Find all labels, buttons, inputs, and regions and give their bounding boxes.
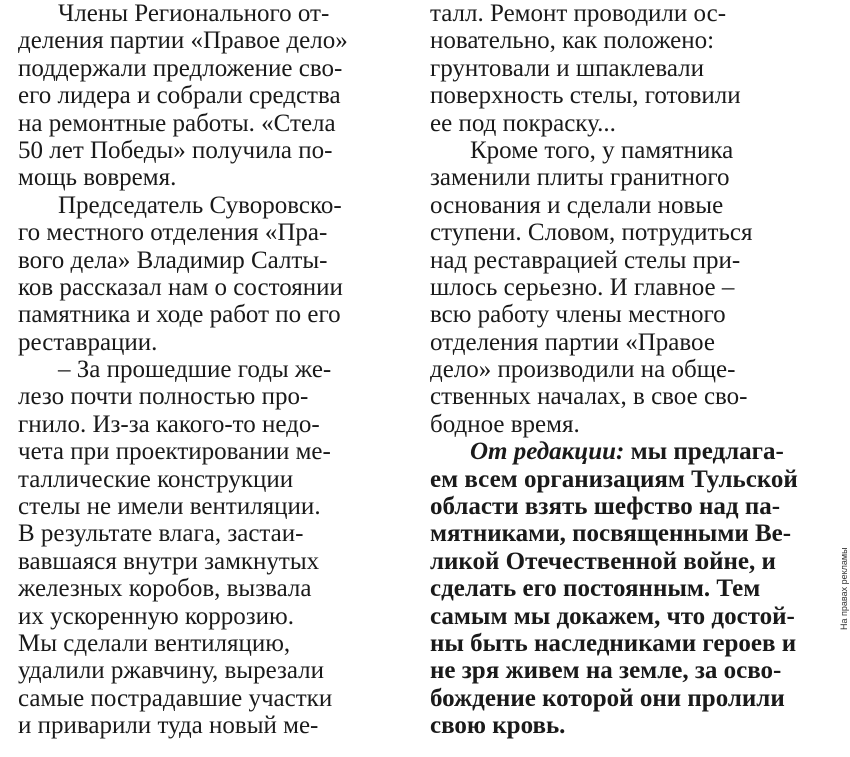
advertising-credit: На правах рекламы: [839, 547, 849, 630]
text-line: го местного отделения «Пра-: [18, 219, 328, 247]
text-line: на ремонтные работы. «Стела: [18, 109, 336, 137]
text-line: чета при проектировании ме-: [18, 438, 331, 466]
text-line: ков рассказал нам о состоянии: [18, 273, 343, 301]
article-right-column: [430, 0, 832, 740]
text-line: – За прошедшие годы же-: [58, 356, 332, 384]
text-line: мощь вовремя.: [18, 164, 177, 192]
text-line: стелы не имели вентиляции.: [18, 493, 321, 521]
editorial-line: свою кровь.: [430, 712, 566, 740]
text-line: его лидера и собрали средства: [18, 82, 341, 110]
editorial-line: бождение которой они пролили: [430, 684, 785, 712]
text-line: ступени. Словом, потрудиться: [430, 219, 753, 247]
text-line: гнило. Из-за какого-то недо-: [18, 410, 320, 438]
text-line: основания и сделали новые: [430, 191, 724, 219]
text-line: ственных началах, в свое сво-: [430, 383, 748, 411]
text-line: над реставрацией стелы при-: [430, 246, 741, 274]
editorial-line: ликой Отечественной войне, и: [430, 547, 776, 575]
text-line: новательно, как положено:: [430, 27, 715, 55]
text-line: заменили плиты гранитного: [430, 164, 730, 192]
article-left-column: [18, 0, 408, 740]
editorial-line: ем всем организациям Тульской: [430, 465, 798, 493]
editorial-note: [430, 438, 832, 739]
editorial-text: мы предлага-: [630, 438, 784, 466]
editorial-first-line: [430, 438, 832, 465]
text-line: талл. Ремонт проводили ос-: [430, 0, 727, 27]
editorial-line: области взять шефство над па-: [430, 493, 781, 521]
text-line: Члены Регионального от-: [58, 0, 330, 27]
editorial-line: не зря живем на земле, за осво-: [430, 657, 782, 685]
text-line: грунтовали и шпаклевали: [430, 54, 705, 82]
text-line: поверхность стелы, готовили: [430, 82, 741, 110]
text-line: деления партии «Правое дело»: [18, 27, 348, 55]
editorial-line: ны быть наследниками героев и: [430, 629, 797, 657]
text-line: В результате влага, застаи-: [18, 520, 304, 548]
text-line: железных коробов, вызвала: [18, 575, 312, 603]
text-line: лезо почти полностью про-: [18, 383, 309, 411]
text-line: Кроме того, у памятника: [470, 136, 734, 164]
text-line: вавшаяся внутри замкнутых: [18, 547, 320, 575]
text-line: бодное время.: [430, 410, 580, 438]
text-line: таллические конструкции: [18, 465, 294, 493]
text-line: всю работу члены местного: [430, 301, 726, 329]
text-line: памятника и ходе работ по его: [18, 301, 341, 329]
text-line: Председатель Суворовско-: [58, 191, 342, 219]
text-line: поддержали предложение сво-: [18, 54, 343, 82]
text-line: их ускоренную коррозию.: [18, 602, 294, 630]
text-line: и приварили туда новый ме-: [18, 712, 319, 740]
text-line: самые пострадавшие участки: [18, 684, 333, 712]
editorial-line: сделать его постоянным. Тем: [430, 575, 761, 603]
text-line: удалили ржавчину, вырезали: [18, 657, 325, 685]
text-line: ее под покраску...: [430, 109, 616, 137]
editorial-line: мятниками, посвященными Ве-: [430, 520, 792, 548]
editorial-label: От редакции:: [470, 438, 625, 466]
text-line: вого дела» Владимир Салты-: [18, 246, 328, 274]
text-line: Мы сделали вентиляцию,: [18, 629, 291, 657]
text-line: 50 лет Победы» получила по-: [18, 136, 333, 164]
text-line: отделения партии «Правое: [430, 328, 715, 356]
text-line: реставрации.: [18, 328, 158, 356]
text-line: дело» производили на обще-: [430, 356, 736, 384]
text-line: шлось серьезно. И главное –: [430, 273, 735, 301]
editorial-line: самым мы докажем, что достой-: [430, 602, 795, 630]
